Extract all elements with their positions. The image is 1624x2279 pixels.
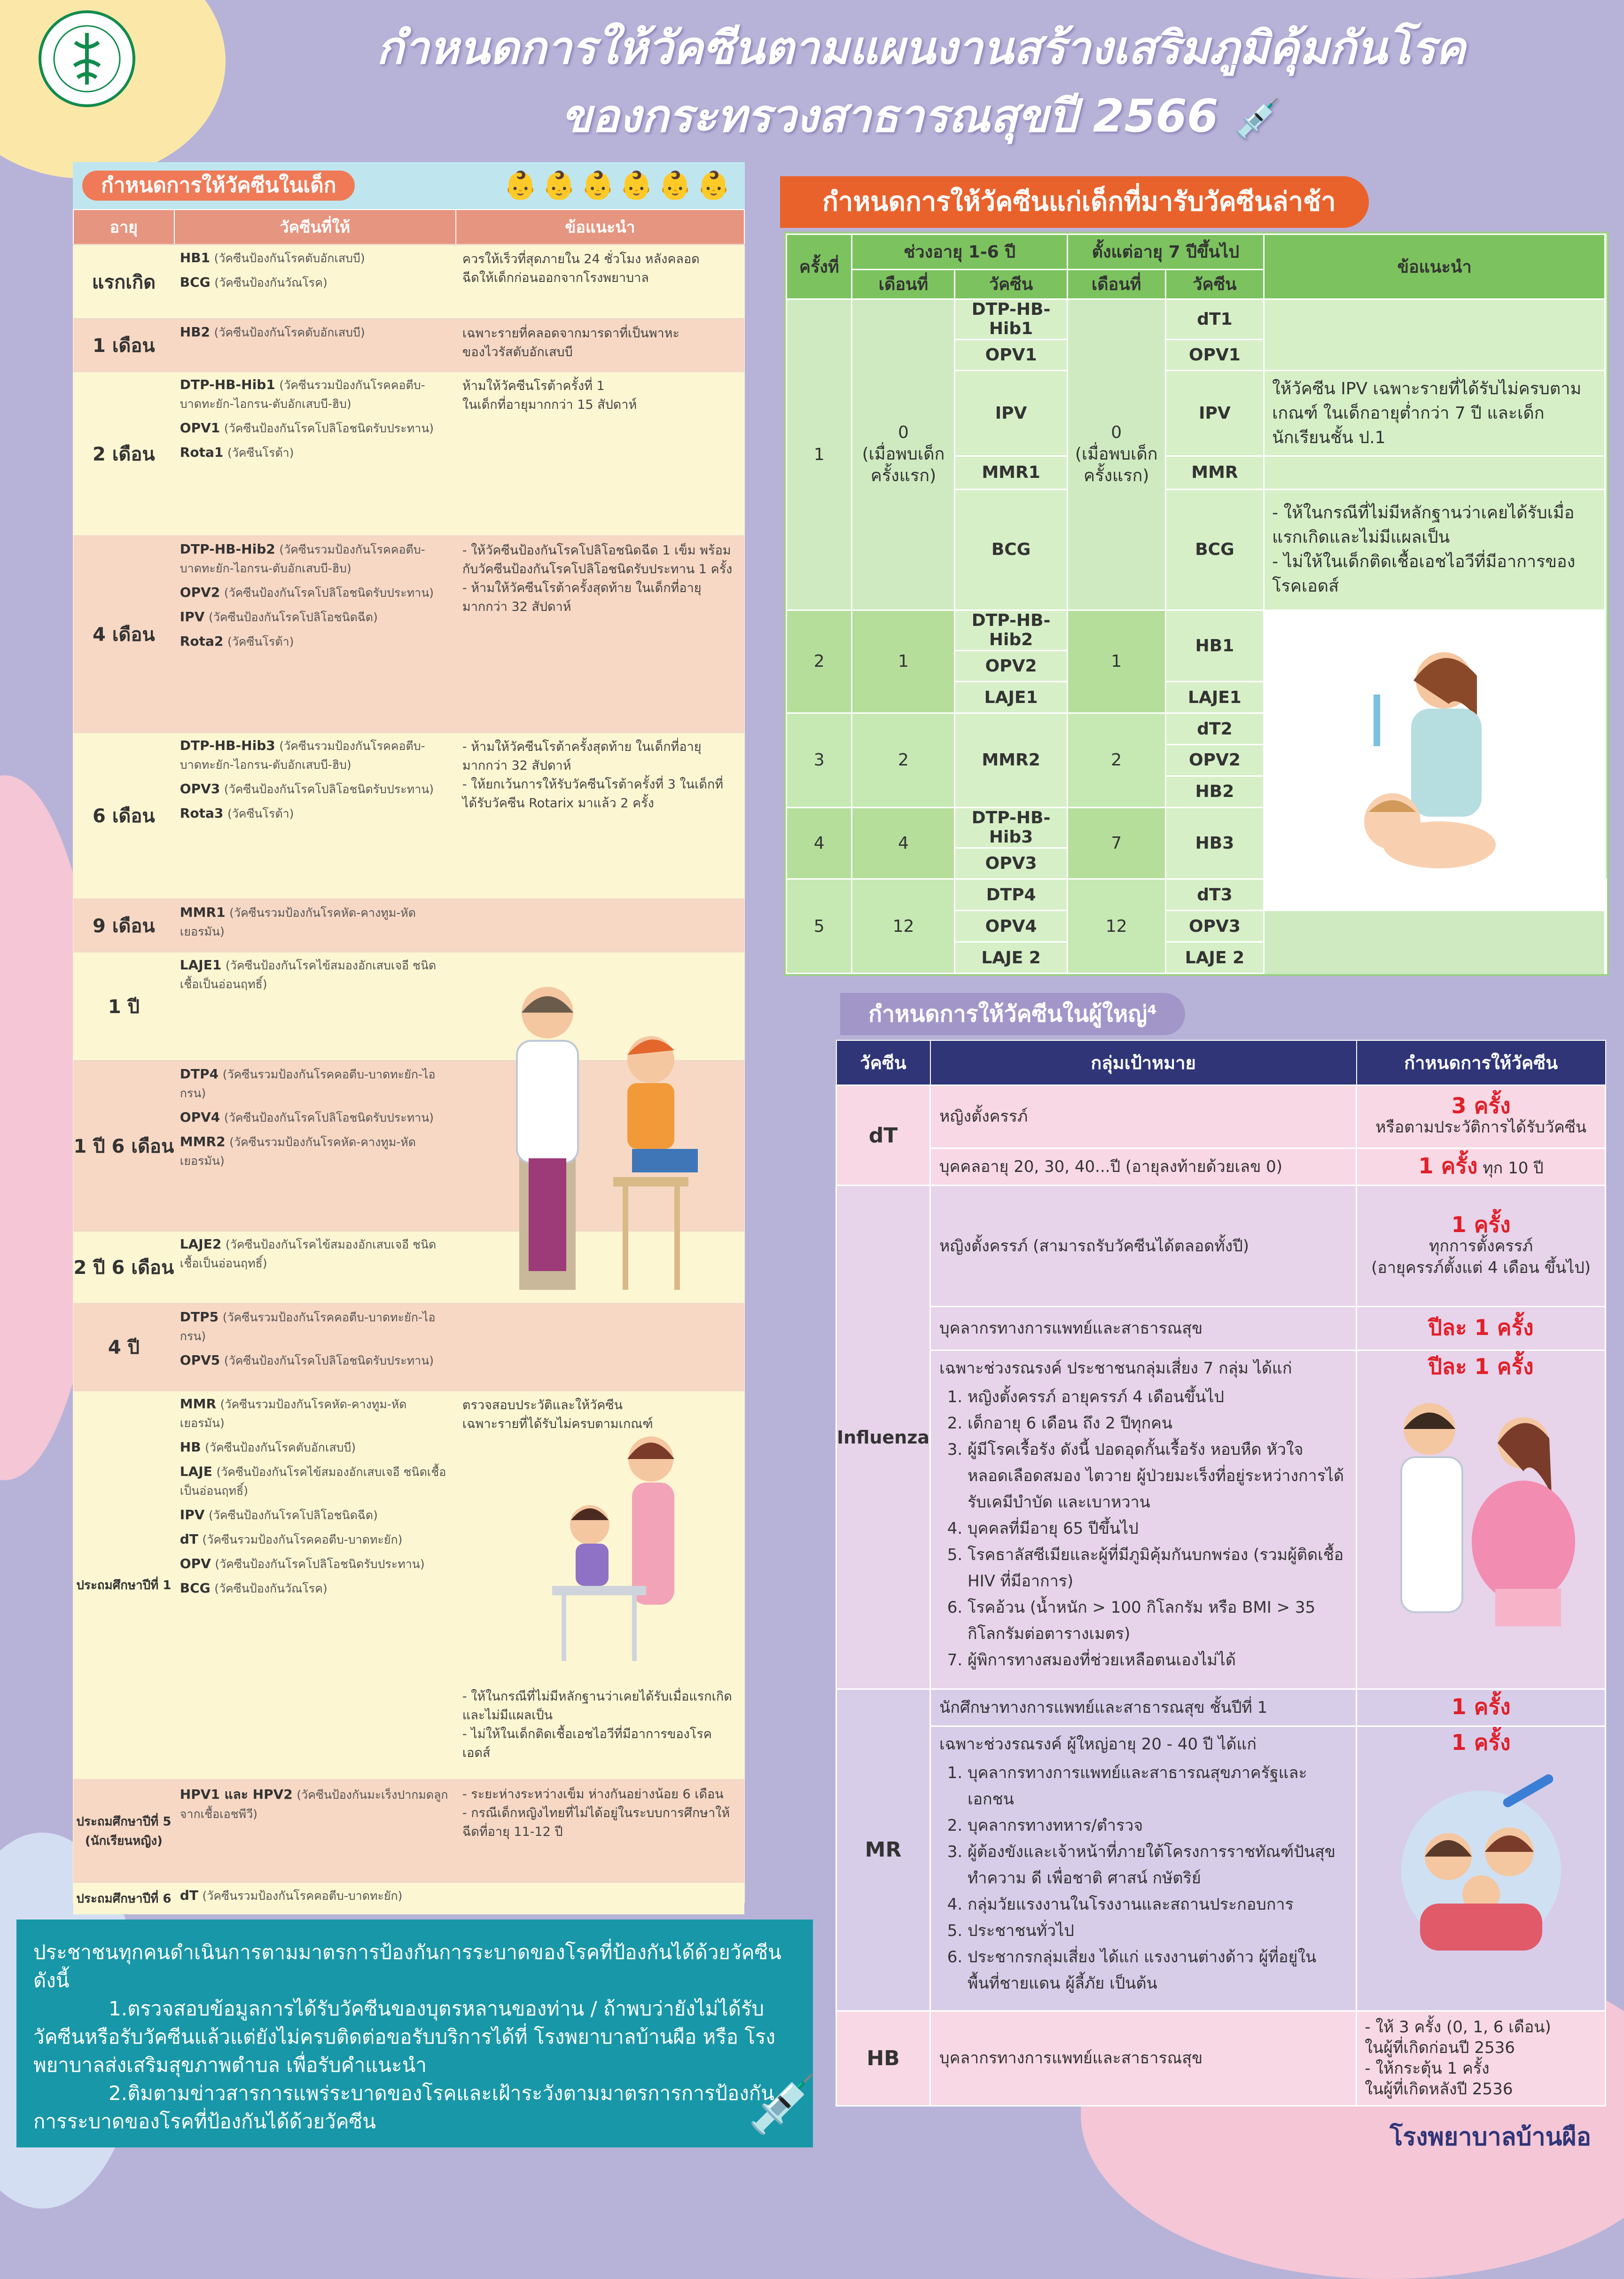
child-schedule-row xyxy=(73,1882,744,1914)
child-advice: - ห้ามให้วัคซีนโรต้าครั้งสุดท้าย ในเด็กที่อายุมากกว่า 32 สัปดาห์ - ให้ยกเว้นการให้รับวัคซีนโรต้าครั้งที่ 3 ในเด็กที่ได้รับวัคซีน Rotarix มาแล้ว 2 ครั้ง xyxy=(462,740,724,811)
vaccine-name: IPV xyxy=(180,1507,205,1522)
late-vaccine: IPV xyxy=(1165,371,1264,456)
child-vaccine xyxy=(174,629,456,653)
vaccine-name: Rota2 xyxy=(180,633,224,649)
late-round-2: 2 xyxy=(787,610,852,713)
late-vaccine: MMR xyxy=(1165,456,1264,489)
child-schedule-row xyxy=(73,245,744,319)
late-vaccine: OPV2 xyxy=(1165,745,1264,776)
child-vaccine xyxy=(174,320,456,344)
child-advice: ห้ามให้วัคซีนโรต้าครั้งที่ 1 ในเด็กที่อายุมากกว่า 15 สัปดาห์ xyxy=(462,379,637,412)
list-item: 2. เด็กอายุ 6 เดือน ถึง 2 ปีทุกคน xyxy=(968,1410,1347,1436)
child-age: 4 เดือน xyxy=(73,536,174,733)
vaccine-desc: (วัคซีนรวมป้องกันโรคคอตีบ-บาดทะยัก-ไอกรน) xyxy=(180,1311,436,1343)
campaign-group-list xyxy=(939,1760,1347,1997)
vaccine-desc: (วัคซีนป้องกันมะเร็งปากมดลูกจากเชื้อเอชพีวี) xyxy=(180,1788,448,1821)
vaccine-name: DTP4 xyxy=(180,1066,219,1082)
late-vaccine: DTP-HB-Hib3 xyxy=(955,807,1067,848)
child-vaccine xyxy=(174,1459,456,1502)
vaccine-name: HB xyxy=(180,1439,201,1455)
late-banner-title: กำหนดการให้วัคซีนแก่เด็กที่มารับวัคซีนล่าช้า xyxy=(780,176,1369,228)
vaccine-desc: (วัคซีนป้องกันโรคโปลิโอชนิดรับประทาน) xyxy=(224,1354,434,1367)
late-month: 4 xyxy=(852,807,955,879)
child-schedule-row xyxy=(73,733,744,899)
child-advice: - ระยะห่างระหว่างเข็ม ห่างกันอย่างน้อย 6 เดือน - กรณีเด็กหญิงไทยที่ไม่ได้อยู่ในระบบการศึกษาให้ฉีดที่อายุ 11-12 ปี xyxy=(462,1787,730,1839)
vaccine-desc: (วัคซีนป้องกันโรคไข้สมองอักเสบเจอี ชนิดเชื้อเป็นอ่อนฤทธิ์) xyxy=(180,959,437,991)
adult-vaccine-dt: dT xyxy=(836,1085,930,1185)
child-vaccine-cell xyxy=(174,1780,456,1882)
vaccine-desc: (วัคซีนป้องกันโรคโปลิโอชนิดฉีด) xyxy=(208,1508,378,1522)
vaccine-name: OPV xyxy=(180,1556,211,1571)
list-item: 1. หญิงตั้งครรภ์ อายุครรภ์ 4 เดือนขึ้นไป xyxy=(968,1384,1347,1410)
child-vaccine xyxy=(174,440,456,464)
child-age: 1 ปี xyxy=(73,952,174,1061)
col-header-age: อายุ xyxy=(73,210,174,245)
child-age: 1 ปี 6 เดือน xyxy=(73,1061,174,1231)
late-vaccine: DTP4 xyxy=(955,879,1067,911)
child-vaccine xyxy=(174,1576,456,1600)
adult-schedule: 1 ครั้ง xyxy=(1357,1689,1606,1726)
adult-schedule: 1 ครั้ง xyxy=(1357,1726,1606,2011)
child-advice-cell xyxy=(456,372,744,536)
title-line-1: กำหนดการให้วัคซีนตามแผนงานสร้างเสริมภูมิคุ้มกันโรค xyxy=(376,22,1466,74)
child-advice xyxy=(456,1304,744,1314)
late-vaccine: LAJE1 xyxy=(1165,682,1264,713)
child-advice: ควรให้เร็วที่สุดภายใน 24 ชั่วโมง หลังคลอด ฉีดให้เด็กก่อนออกจากโรงพยาบาล xyxy=(462,252,700,285)
vaccine-desc: (วัคซีนรวมป้องกันโรคคอตีบ-บาดทะยัก) xyxy=(202,1533,403,1546)
late-vaccine: LAJE 2 xyxy=(1165,942,1264,974)
vaccine-name: MMR xyxy=(180,1396,217,1412)
vaccine-name: MMR1 xyxy=(180,905,226,920)
vaccine-name: OPV2 xyxy=(180,585,220,600)
child-age: 6 เดือน xyxy=(73,733,174,899)
child-vaccine xyxy=(174,1435,456,1459)
child-advice: ตรวจสอบประวัติและให้วัคซีน เฉพาะรายที่ได้รับไม่ครบตามเกณฑ์ xyxy=(462,1398,653,1431)
list-item: 3. ผู้ต้องขังและเจ้าหน้าที่ภายใต้โครงการราชทัณฑ์ปันสุข ทำความ ดี เพื่อชาติ ศาสน์ กษัตริย์ xyxy=(968,1839,1347,1891)
child-vaccine xyxy=(174,801,456,825)
list-item: 4. กลุ่มวัยแรงงานในโรงงานและสถานประกอบการ xyxy=(968,1891,1347,1918)
child-vaccine xyxy=(174,900,456,943)
late-vaccine: BCG xyxy=(1165,489,1264,610)
adult-col-target: กลุ่มเป้าหมาย xyxy=(930,1040,1357,1085)
child-age: 2 เดือน xyxy=(73,372,174,536)
child-vaccine xyxy=(174,1348,456,1372)
adult-vaccine-influenza: Influenza xyxy=(836,1186,930,1689)
child-vaccine xyxy=(174,1304,456,1348)
late-col-round: ครั้งที่ xyxy=(787,234,852,299)
late-advice-empty xyxy=(1605,879,1607,974)
child-age: ประถมศึกษาปีที่ 6 xyxy=(73,1882,174,1914)
vaccine-desc: (วัคซีนป้องกันโรคโปลิโอชนิดฉีด) xyxy=(208,610,378,624)
list-item: 6. โรคอ้วน (น้ำหนัก > 100 กิโลกรัม หรือ BMI > 35 กิโลกรัมต่อตารางเมตร) xyxy=(968,1594,1347,1647)
late-col-vaccine: วัคซีน xyxy=(1165,269,1264,299)
child-vaccine xyxy=(174,537,456,580)
list-item: 5. โรคธาลัสซีเมียและผู้ที่มีภูมิคุ้มกันบกพร่อง (รวมผู้ติดเชื้อ HIV ที่มีอาการ) xyxy=(968,1542,1347,1594)
child-vaccine xyxy=(174,1502,456,1527)
child-schedule-row xyxy=(73,1304,744,1391)
child-advice: - ให้วัคซีนป้องกันโรคโปลิโอชนิดฉีด 1 เข็ม พร้อมกับวัคซีนป้องกันโรคโปลิโอชนิดรับประทาน 1 ครั้ง - ห้ามให้วัคซีนโรต้าครั้งสุดท้าย ในเด็กที่อายุมากกว่า 32 สัปดาห์ xyxy=(462,543,733,614)
child-banner xyxy=(73,162,745,209)
late-vaccine: IPV xyxy=(955,371,1067,456)
child-age: ประถมศึกษาปีที่ 5 (นักเรียนหญิง) xyxy=(73,1780,174,1882)
late-month: 12 xyxy=(852,879,955,974)
child-vaccine xyxy=(174,733,456,776)
vaccine-desc: (วัคซีนป้องกันโรคโปลิโอชนิดรับประทาน) xyxy=(215,1557,425,1571)
vaccine-desc: (วัคซีนป้องกันโรคไข้สมองอักเสบเจอี ชนิดเชื้อเป็นอ่อนฤทธิ์) xyxy=(180,1238,437,1270)
child-vaccine xyxy=(174,1527,456,1551)
child-vaccine xyxy=(174,1232,456,1275)
late-vaccine: DTP-HB-Hib2 xyxy=(955,610,1067,650)
child-advice xyxy=(456,900,744,909)
late-advice-empty xyxy=(1264,299,1605,371)
child-advice xyxy=(456,952,744,962)
syringe-icon: 💉 xyxy=(747,2072,818,2138)
list-item: 4. บุคคลที่มีอายุ 65 ปีขึ้นไป xyxy=(968,1515,1347,1542)
hospital-name: โรงพยาบาลบ้านผือ xyxy=(1390,2123,1591,2151)
col-header-advice: ข้อแนะนำ xyxy=(456,210,744,245)
list-item: 5. ประชาชนทั่วไป xyxy=(968,1918,1347,1944)
vaccine-desc: (วัคซีนรวมป้องกันโรคหัด-คางทูม-หัดเยอรมัน) xyxy=(180,1135,416,1168)
vaccine-desc: (วัคซีนป้องกันโรคโปลิโอชนิดรับประทาน) xyxy=(224,421,434,435)
adult-target: บุคลากรทางการแพทย์และสาธารณสุข xyxy=(930,2011,1357,2106)
late-vaccine: dT1 xyxy=(1165,299,1264,339)
doctor-pregnant-illustration xyxy=(1373,1387,1589,1631)
vaccine-desc: (วัคซีนป้องกันโรคโปลิโอชนิดรับประทาน) xyxy=(224,782,434,796)
list-item: 7. ผู้พิการทางสมองที่ช่วยเหลือตนเองไม่ได้ xyxy=(968,1647,1347,1673)
adult-schedule: ปีละ 1 ครั้ง xyxy=(1357,1307,1606,1350)
nurse-child-illustration xyxy=(543,1421,721,1666)
child-vaccine xyxy=(174,1061,456,1105)
adult-vaccine-hb: HB xyxy=(836,2011,930,2106)
adult-target: หญิงตั้งครรภ์ (สามารถรับวัคซีนได้ตลอดทั้งปี) xyxy=(930,1186,1357,1307)
late-vaccine: OPV2 xyxy=(955,650,1067,682)
vaccine-name: HB2 xyxy=(180,324,211,340)
late-advice-ipv: ให้วัคซีน IPV เฉพาะรายที่ได้รับไม่ครบตามเกณฑ์ ในเด็กอายุต่ำกว่า 7 ปี และเด็กนักเรียนชั้น ป.1 xyxy=(1264,371,1605,456)
child-schedule-row xyxy=(73,536,744,733)
late-round-1: 1 xyxy=(787,299,852,610)
vaccine-desc: (วัคซีนป้องกันโรคตับอักเสบบี) xyxy=(205,1441,356,1454)
vaccine-desc: (วัคซีนป้องกันโรคโปลิโอชนิดรับประทาน) xyxy=(224,586,434,600)
vaccine-name: LAJE xyxy=(180,1464,212,1479)
vaccine-name: LAJE2 xyxy=(180,1236,222,1252)
child-schedule-panel xyxy=(73,162,745,1906)
child-vaccine-cell xyxy=(174,1391,456,1780)
child-vaccine xyxy=(174,372,456,415)
late-vaccine: OPV3 xyxy=(1165,911,1264,942)
child-vaccine-cell xyxy=(174,1882,456,1914)
doctor-child-illustration xyxy=(496,970,721,1299)
child-advice-cell xyxy=(456,1780,744,1882)
page-title xyxy=(235,14,1607,153)
child-vaccine xyxy=(174,1551,456,1576)
vaccine-name: BCG xyxy=(180,274,211,290)
child-advice: เฉพาะรายที่คลอดจากมารดาที่เป็นพาหะ ของไวรัสตับอักเสบบี xyxy=(462,326,679,359)
vaccine-desc: (วัคซีนโรต้า) xyxy=(227,446,294,460)
late-month: 7 xyxy=(1067,807,1165,879)
vaccine-desc: (วัคซีนโรต้า) xyxy=(227,635,294,648)
vaccine-desc: (วัคซีนป้องกันโรคโปลิโอชนิดรับประทาน) xyxy=(224,1111,434,1124)
vaccine-name: HPV1 และ HPV2 xyxy=(180,1787,293,1802)
child-age: 2 ปี 6 เดือน xyxy=(73,1231,174,1304)
adult-target-campaign: เฉพาะช่วงรณรงค์ ผู้ใหญ่อายุ 20 - 40 ปี ได้แก่ 1. บุคลากรทางการแพทย์และสาธารณสุขภาครัฐและเอกชน 2. บุคลากรทางทหาร/ตำรวจ 3. ผู้ต้องขังและเจ้าหน้าที่ภายใต้โครงการราชทัณฑ์ปันสุข ทำความ ดี เพื่อชาติ ศาสน์ กษัตริย์ 4. กลุ่มวัยแรงงานในโรงงานและสถานประกอบการ 5. ประชาชนทั่วไป 6. ประชากรกลุ่มเสี่ยง ได้แก่ แรงงานต่างด้าว ผู้ที่อยู่ในพื้นที่ชายแดน ผู้ลี้ภัย เป็นต้น xyxy=(930,1726,1357,2011)
late-schedule-table xyxy=(786,234,1607,974)
child-schedule-row xyxy=(73,372,744,536)
child-vaccine xyxy=(174,1391,456,1435)
vaccine-name: DTP-HB-Hib1 xyxy=(180,377,275,392)
child-advice-cell xyxy=(456,536,744,733)
vaccine-name: OPV5 xyxy=(180,1352,220,1368)
child-advice-cell xyxy=(456,245,744,319)
vaccine-desc: (วัคซีนรวมป้องกันโรคคอตีบ-บาดทะยัก-ไอกรน) xyxy=(180,1068,436,1100)
late-month: 12 xyxy=(1067,879,1165,974)
public-info-box xyxy=(16,1920,813,2147)
late-vaccine: LAJE 2 xyxy=(955,942,1067,974)
late-vaccine: DTP-HB-Hib1 xyxy=(955,299,1067,339)
info-intro: ประชาชนทุกคนดำเนินการตามมาตรการป้องกันการระบาดของโรคที่ป้องกันได้ด้วยวัคซีน ดังนี้ xyxy=(33,1941,781,1992)
child-age: ประถมศึกษาปีที่ 1 xyxy=(73,1391,174,1780)
vaccine-name: LAJE1 xyxy=(180,957,222,973)
list-item: 6. ประชากรกลุ่มเสี่ยง ได้แก่ แรงงานต่างด้าว ผู้ที่อยู่ในพื้นที่ชายแดน ผู้ลี้ภัย เป็นต้น xyxy=(968,1944,1347,1997)
vaccine-desc: (วัคซีนรวมป้องกันโรคคอตีบ-บาดทะยัก-ไอกรน-ตับอักเสบบี-ฮิบ) xyxy=(180,739,425,772)
child-advice xyxy=(456,1883,744,1892)
late-round-1-month: 0 (เมื่อพบเด็ก ครั้งแรก) xyxy=(852,299,955,610)
late-month: 2 xyxy=(852,713,955,807)
vaccine-name: MMR2 xyxy=(180,1134,226,1149)
adult-target: บุคคลอายุ 20, 30, 40...ปี (อายุลงท้ายด้วยเลข 0) xyxy=(930,1148,1357,1185)
child-banner-title: กำหนดการให้วัคซีนในเด็ก xyxy=(82,171,355,201)
vaccine-desc: (วัคซีนรวมป้องกันโรคหัด-คางทูม-หัดเยอรมัน) xyxy=(180,906,416,938)
late-advice-empty xyxy=(1264,456,1605,489)
late-col-age-1-6: ช่วงอายุ 1-6 ปี xyxy=(852,234,1067,270)
child-advice-cell xyxy=(456,1882,744,1914)
vaccine-desc: (วัคซีนรวมป้องกันโรคคอตีบ-บาดทะยัก-ไอกรน-ตับอักเสบบี-ฮิบ) xyxy=(180,378,425,411)
syringe-icon: 💉 xyxy=(1234,97,1281,140)
late-round-3: 3 xyxy=(787,713,852,807)
adult-target: หญิงตั้งครรภ์ xyxy=(930,1085,1357,1148)
child-advice-cell xyxy=(456,899,744,952)
child-vaccine-cell xyxy=(174,372,456,536)
late-col-month: เดือนที่ xyxy=(1067,269,1165,299)
late-col-month: เดือนที่ xyxy=(852,269,955,299)
adult-target: บุคลากรทางการแพทย์และสาธารณสุข xyxy=(930,1307,1357,1350)
risk-group-list xyxy=(939,1384,1347,1673)
late-vaccine: MMR2 xyxy=(955,713,1067,807)
child-vaccine xyxy=(174,580,456,604)
late-vaccine: dT2 xyxy=(1165,713,1264,745)
late-vaccine: dT3 xyxy=(1165,879,1264,911)
late-month: 1 xyxy=(852,610,955,713)
info-item-1: 1.ตรวจสอบข้อมูลการได้รับวัคซีนของบุตรหลานของท่าน / ถ้าพบว่ายังไม่ได้รับวัคซีนหรือรับวัคซีนแล้วแต่ยังไม่ครบติดต่อขอรับบริการได้ที่ โรงพยาบาลบ้านผือ หรือ โรงพยาบาลส่งเสริมสุขภาพตำบล เพื่อรับคำแนะนำ xyxy=(33,1997,775,2076)
child-vaccine xyxy=(174,270,456,294)
late-round-4: 4 xyxy=(787,807,852,879)
child-age: 4 ปี xyxy=(73,1304,174,1391)
late-vaccine: HB1 xyxy=(1165,610,1264,682)
child-advice-cell xyxy=(456,1304,744,1391)
late-month: 2 xyxy=(1067,713,1165,807)
adult-schedule: - ให้ 3 ครั้ง (0, 1, 6 เดือน) ในผู้ที่เกิดก่อนปี 2536 - ให้กระตุ้น 1 ครั้ง ในผู้ที่เกิดหลังปี 2536 xyxy=(1357,2011,1606,2106)
vaccine-name: DTP-HB-Hib3 xyxy=(180,738,275,753)
child-schedule-row xyxy=(73,319,744,372)
adult-schedule-table xyxy=(835,1040,1606,2107)
child-vaccine-cell xyxy=(174,245,456,319)
late-vaccine: BCG xyxy=(955,489,1067,610)
adult-vaccine-mr: MR xyxy=(836,1689,930,2011)
ministry-logo xyxy=(14,9,160,108)
late-round-5: 5 xyxy=(787,879,852,974)
late-vaccine: OPV4 xyxy=(955,911,1067,942)
vaccine-name: OPV4 xyxy=(180,1109,220,1125)
late-round-1-month-7: 0 (เมื่อพบเด็ก ครั้งแรก) xyxy=(1067,299,1165,610)
child-vaccine-cell xyxy=(174,319,456,372)
child-table-header xyxy=(73,210,744,245)
child-advice-cell xyxy=(456,733,744,899)
child-age: 9 เดือน xyxy=(73,899,174,952)
nurse-baby-illustration xyxy=(1336,638,1533,882)
adult-target-risk-groups: เฉพาะช่วงรณรงค์ ประชาชนกลุ่มเสี่ยง 7 กลุ่ม ได้แก่ 1. หญิงตั้งครรภ์ อายุครรภ์ 4 เดือนขึ้นไป 2. เด็กอายุ 6 เดือน ถึง 2 ปีทุกคน 3. ผู้มีโรคเรื้อรัง ดังนี้ ปอดอุดกั้นเรื้อรัง หอบหืด หัวใจ หลอดเลือดสมอง ไตวาย ผู้ป่วยมะเร็งที่อยู่ระหว่างการได้รับเคมีบำบัด และเบาหวาน 4. บุคคลที่มีอายุ 65 ปีขึ้นไป 5. โรคธาลัสซีเมียและผู้ที่มีภูมิคุ้มกันบกพร่อง (รวมผู้ติดเชื้อ HIV ที่มีอาการ) 6. โรคอ้วน (น้ำหนัก > 100 กิโลกรัม หรือ BMI > 35 กิโลกรัมต่อตารางเมตร) 7. ผู้พิการทางสมองที่ช่วยเหลือตนเองไม่ได้ xyxy=(930,1350,1357,1689)
vaccine-desc: (วัคซีนโรต้า) xyxy=(227,807,294,820)
child-vaccine-cell xyxy=(174,536,456,733)
child-vaccine-cell xyxy=(174,952,456,1061)
late-schedule-panel xyxy=(784,232,1609,976)
adult-target: นักศึกษาทางการแพทย์และสาธารณสุข ชั้นปีที่ 1 xyxy=(930,1689,1357,1726)
vaccine-desc: (วัคซีนป้องกันวัณโรค) xyxy=(214,276,328,289)
child-vaccine xyxy=(174,604,456,629)
vaccine-name: BCG xyxy=(180,1580,211,1596)
vaccine-name: DTP5 xyxy=(180,1309,219,1325)
vaccine-desc: (วัคซีนป้องกันโรคไข้สมองอักเสบเจอี ชนิดเชื้อเป็นอ่อนฤทธิ์) xyxy=(180,1465,446,1498)
vaccine-name: HB1 xyxy=(180,250,211,265)
title-line-2: ของกระทรวงสาธารณสุขปี 2566 💉 xyxy=(561,90,1281,142)
col-header-vaccine: วัคซีนที่ให้ xyxy=(174,210,456,245)
child-vaccine xyxy=(174,1129,456,1172)
late-vaccine: OPV1 xyxy=(1165,339,1264,371)
adult-schedule: 1 ครั้ง ทุก 10 ปี xyxy=(1357,1148,1606,1185)
late-vaccine: LAJE1 xyxy=(955,682,1067,713)
late-col-age-7: ตั้งแต่อายุ 7 ปีขึ้นไป xyxy=(1067,234,1264,270)
late-col-advice: ข้อแนะนำ xyxy=(1264,234,1605,299)
child-vaccine xyxy=(174,776,456,801)
child-schedule-row xyxy=(73,1780,744,1882)
baby-faces-decor: 👶👶👶👶👶👶 xyxy=(503,169,735,201)
vaccine-name: DTP-HB-Hib2 xyxy=(180,541,275,557)
child-vaccine xyxy=(174,415,456,440)
child-advice-cell xyxy=(456,319,744,372)
vaccine-name: Rota3 xyxy=(180,805,224,821)
vaccine-desc: (วัคซีนรวมป้องกันโรคคอตีบ-บาดทะยัก-ไอกรน-ตับอักเสบบี-ฮิบ) xyxy=(180,543,425,575)
vaccine-desc: (วัคซีนป้องกันโรคตับอักเสบบี) xyxy=(214,326,365,339)
adult-schedule-panel xyxy=(835,1040,1606,2107)
child-advice: - ให้ในกรณีที่ไม่มีหลักฐานว่าเคยได้รับเมื่อแรกเกิดและไม่มีแผลเป็น - ไม่ให้ในเด็กติดเชื้อเอชไอวีที่มีอาการของโรคเอดส์ xyxy=(462,1689,732,1760)
child-vaccine xyxy=(174,952,456,996)
adult-schedule: 1 ครั้ง ทุกการตั้งครรภ์ (อายุครรภ์ตั้งแต่ 4 เดือน ขึ้นไป) xyxy=(1357,1186,1606,1307)
vaccine-desc: (วัคซีนป้องกันโรคตับอักเสบบี) xyxy=(214,251,365,265)
vaccine-name: dT xyxy=(180,1888,198,1903)
child-vaccine xyxy=(174,1780,456,1826)
nurse-baby-illustration-cell xyxy=(1264,610,1605,911)
list-item: 1. บุคลากรทางการแพทย์และสาธารณสุขภาครัฐและเอกชน xyxy=(968,1760,1347,1812)
late-vaccine: MMR1 xyxy=(955,456,1067,489)
vaccine-name: OPV1 xyxy=(180,420,220,436)
child-vaccine-cell xyxy=(174,1304,456,1391)
late-vaccine: HB3 xyxy=(1165,807,1264,879)
child-age: 1 เดือน xyxy=(73,319,174,372)
vaccine-name: Rota1 xyxy=(180,445,224,460)
child-age: แรกเกิด xyxy=(73,245,174,319)
child-vaccine xyxy=(174,245,456,270)
adult-schedule: 3 ครั้ง หรือตามประวัติการได้รับวัคซีน xyxy=(1357,1085,1606,1148)
child-vaccine xyxy=(174,1105,456,1129)
vaccine-name: IPV xyxy=(180,609,205,624)
child-vaccine-cell xyxy=(174,733,456,899)
child-schedule-row xyxy=(73,899,744,952)
adult-col-schedule: กำหนดการให้วัคซีน xyxy=(1357,1040,1606,1085)
late-advice-bcg: - ให้ในกรณีที่ไม่มีหลักฐานว่าเคยได้รับเมื่อแรกเกิดและไม่มีแผลเป็น - ไม่ให้ในเด็กติดเชื้อเอชไอวีที่มีอาการของโรคเอดส์ xyxy=(1264,489,1605,610)
vaccine-name: OPV3 xyxy=(180,781,220,796)
vaccine-desc: (วัคซีนป้องกันวัณโรค) xyxy=(214,1582,328,1595)
child-vaccine-cell xyxy=(174,1061,456,1231)
vaccine-name: dT xyxy=(180,1531,198,1547)
vaccine-desc: (วัคซีนรวมป้องกันโรคคอตีบ-บาดทะยัก) xyxy=(202,1889,403,1903)
late-vaccine: OPV3 xyxy=(955,848,1067,879)
child-vaccine xyxy=(174,1883,456,1907)
late-vaccine: OPV1 xyxy=(955,339,1067,371)
late-month: 1 xyxy=(1067,610,1165,713)
vaccine-desc: (วัคซีนรวมป้องกันโรคหัด-คางทูม-หัดเยอรมัน) xyxy=(180,1397,407,1430)
adult-schedule: ปีละ 1 ครั้ง xyxy=(1357,1350,1606,1689)
list-item: 2. บุคลากรทางทหาร/ตำรวจ xyxy=(968,1812,1347,1839)
family-illustration xyxy=(1382,1763,1580,1960)
adult-col-vaccine: วัคซีน xyxy=(836,1040,930,1085)
late-vaccine: HB2 xyxy=(1165,776,1264,807)
child-vaccine-cell xyxy=(174,899,456,952)
child-vaccine-cell xyxy=(174,1231,456,1304)
info-item-2: 2.ติมตามข่าวสารการแพร่ระบาดของโรคและเฝ้าระวังตามมาตรการการป้องกันการระบาดของโรคที่ป้องกันได้ด้วยวัคซีน xyxy=(33,2082,774,2133)
list-item: 3. ผู้มีโรคเรื้อรัง ดังนี้ ปอดอุดกั้นเรื้อรัง หอบหืด หัวใจ หลอดเลือดสมอง ไตวาย ผู้ป่วยมะเร็งที่อยู่ระหว่างการได้รับเคมีบำบัด และเบาหวาน xyxy=(968,1436,1347,1515)
late-col-vaccine: วัคซีน xyxy=(955,269,1067,299)
adult-banner-title: กำหนดการให้วัคซีนในผู้ใหญ่⁴ xyxy=(840,993,1185,1035)
